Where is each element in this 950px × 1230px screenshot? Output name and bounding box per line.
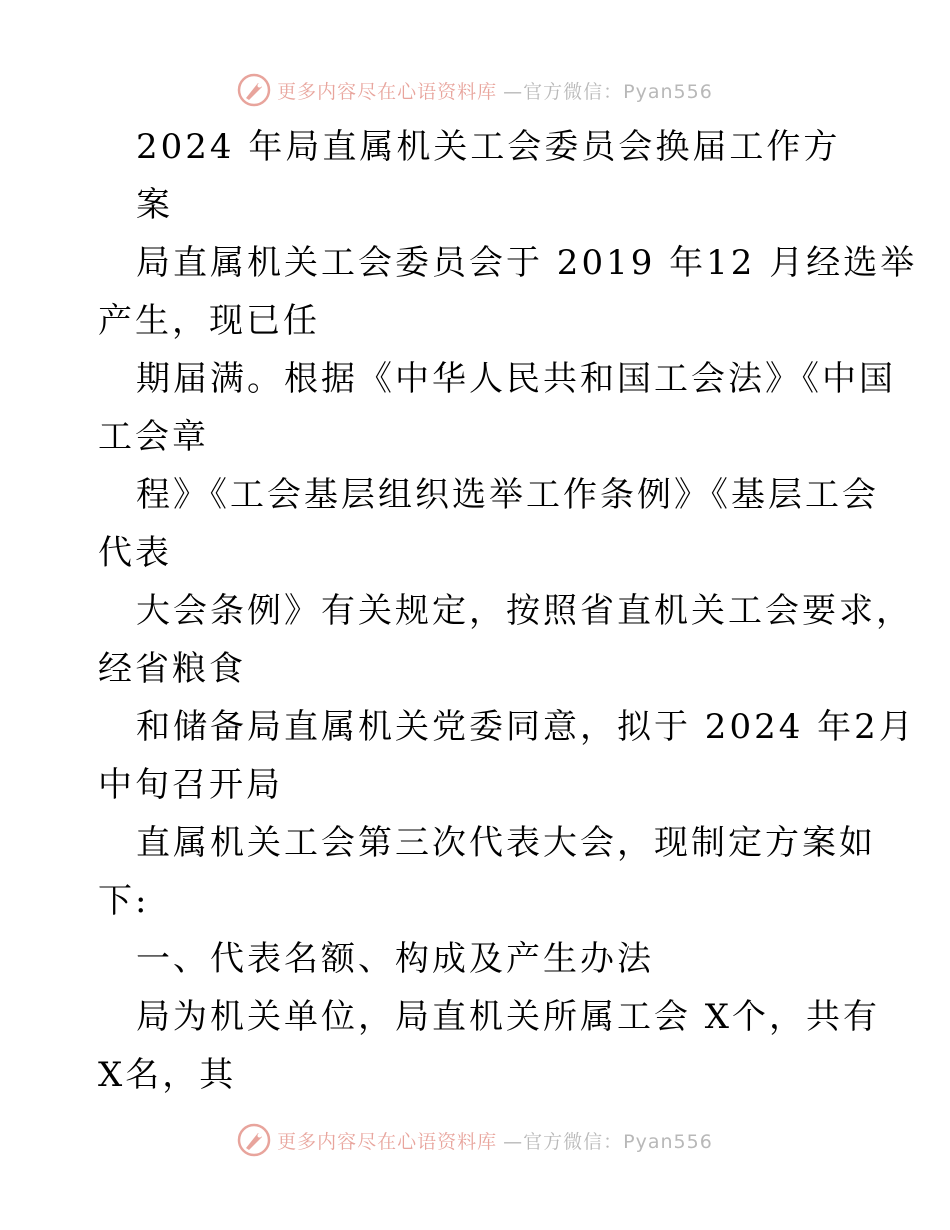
doc-line: 代表 (98, 533, 172, 573)
section-heading: 一、代表名额、构成及产生办法 (136, 939, 654, 979)
doc-title-line-1: 2024 年局直属机关工会委员会换届工作方 (136, 127, 841, 167)
watermark-header (0, 70, 950, 110)
doc-line: 下: (98, 881, 150, 921)
doc-line: 局为机关单位，局直机关所属工会 X个，共有 (136, 997, 881, 1037)
doc-line: 大会条例》有关规定，按照省直机关工会要求， (136, 591, 913, 631)
doc-line: 产生，现已任 (98, 301, 320, 341)
doc-line: 直属机关工会第三次代表大会，现制定方案如 (136, 823, 876, 863)
doc-line: 程》《工会基层组织选举工作条例》《基层工会 (136, 475, 879, 515)
doc-line: X名，其 (98, 1055, 237, 1095)
doc-line: 中旬召开局 (98, 765, 283, 805)
watermark-main-text: 更多内容尽在心语资料库 (277, 1130, 498, 1153)
pen-nib-logo-icon (237, 73, 271, 107)
document-body (98, 118, 918, 1104)
watermark-sub-text: —官方微信：Pyan556 (503, 1130, 713, 1153)
watermark-main-text: 更多内容尽在心语资料库 (277, 80, 498, 103)
doc-line: 工会章 (98, 417, 209, 457)
pen-nib-logo-icon (237, 1123, 271, 1157)
doc-line: 和储备局直属机关党委同意，拟于 2024 年2月 (136, 707, 916, 747)
doc-title-line-2: 案 (136, 185, 173, 225)
watermark-sub-text: —官方微信：Pyan556 (503, 80, 713, 103)
doc-line: 期届满。根据《中华人民共和国工会法》《中国 (136, 359, 896, 399)
watermark-footer (0, 1120, 950, 1160)
doc-line: 经省粮食 (98, 649, 246, 689)
doc-line: 局直属机关工会委员会于 2019 年12 月经选举 (136, 243, 918, 283)
